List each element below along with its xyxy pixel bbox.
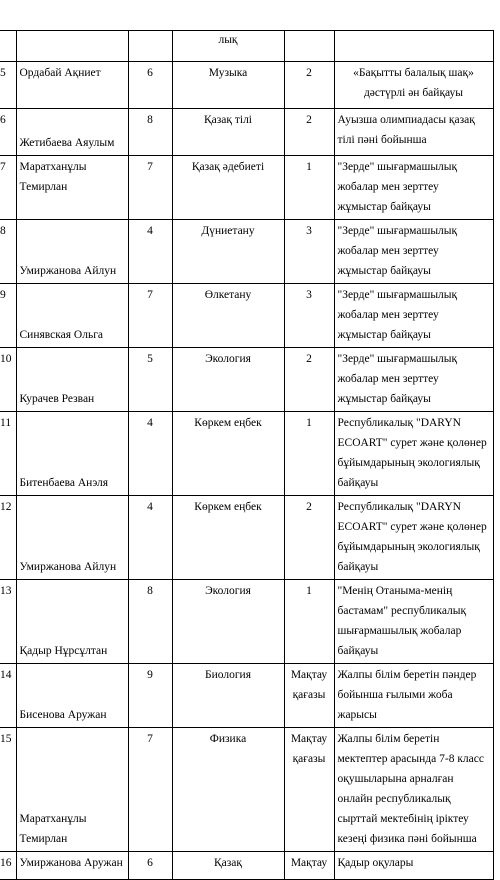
cell-event: "Зерде" шығармашылық жобалар мен зерттеу жұмыстар байқауы (334, 284, 493, 348)
cell-place: 2 (284, 496, 334, 580)
cell-name: Ордабай Ақниет (16, 62, 128, 109)
cell-number: 12 (0, 496, 16, 580)
cell-subject: Экология (172, 348, 284, 412)
cell-place: Мақтау қағазы (284, 728, 334, 852)
cell-place (284, 31, 334, 62)
cell-event: "Зерде" шығармашылық жобалар мен зерттеу жұмыстар байқауы (334, 156, 493, 220)
cell-name: Битенбаева Анэля (16, 412, 128, 496)
cell-subject: Өлкетану (172, 284, 284, 348)
cell-subject: лық (172, 31, 284, 62)
cell-place: 2 (284, 348, 334, 412)
cell-event: Жалпы білім беретін мектептер арасында 7-8 класс оқушыларына арналған онлайн республикалық сырттай мектебінің іріктеу кезеңі физика пәні бойынша (334, 728, 493, 852)
cell-name: Жетибаева Аяулым (16, 109, 128, 156)
cell-subject: Қазақ (172, 852, 284, 880)
cell-subject: Көркем еңбек (172, 412, 284, 496)
cell-number: 7 (0, 156, 16, 220)
table-row (0, 580, 493, 664)
cell-subject: Қазақ тілі (172, 109, 284, 156)
table-row (0, 728, 493, 852)
cell-grade: 6 (128, 852, 172, 880)
cell-event: Республикалық "DARYN ECOART" сурет және қолөнер бұйымдарының экологиялық байқауы (334, 496, 493, 580)
cell-name: Синявская Ольга (16, 284, 128, 348)
cell-name: Умиржанова Аружан (16, 852, 128, 880)
cell-number: 14 (0, 664, 16, 728)
cell-number: 9 (0, 284, 16, 348)
cell-number: 5 (0, 62, 16, 109)
cell-name: Умиржанова Айлун (16, 496, 128, 580)
cell-event: Ауызша олимпиадасы қазақ тілі пәні бойынша (334, 109, 493, 156)
table-row (0, 412, 493, 496)
cell-grade: 7 (128, 284, 172, 348)
table-row (0, 496, 493, 580)
table-row (0, 220, 493, 284)
table-row (0, 852, 493, 880)
cell-grade: 4 (128, 220, 172, 284)
cell-name: Курачев Резван (16, 348, 128, 412)
cell-subject: Биология (172, 664, 284, 728)
cell-event: "Менің Отаныма-менің бастамам" республикалық шығармашылық жобалар байқауы (334, 580, 493, 664)
cell-grade (128, 31, 172, 62)
cell-name (16, 31, 128, 62)
cell-grade: 6 (128, 62, 172, 109)
cell-grade: 8 (128, 109, 172, 156)
cell-place: 2 (284, 62, 334, 109)
cell-subject: Қазақ әдебиеті (172, 156, 284, 220)
cell-grade: 4 (128, 412, 172, 496)
cell-grade: 4 (128, 496, 172, 580)
cell-place: Мақтау (284, 852, 334, 880)
cell-number: 10 (0, 348, 16, 412)
cell-number: 16 (0, 852, 16, 880)
cell-place: 3 (284, 220, 334, 284)
cell-place: Мақтау қағазы (284, 664, 334, 728)
cell-event: "Зерде" шығармашылық жобалар мен зерттеу жұмыстар байқауы (334, 348, 493, 412)
cell-number: 8 (0, 220, 16, 284)
cell-event: «Бақытты балалық шақ» дәстүрлі ән байқауы (334, 62, 493, 109)
cell-grade: 7 (128, 728, 172, 852)
cell-subject: Физика (172, 728, 284, 852)
cell-name: Маратханұлы Темирлан (16, 728, 128, 852)
cell-subject: Көркем еңбек (172, 496, 284, 580)
cell-name: Бисенова Аружан (16, 664, 128, 728)
cell-event: Республикалық "DARYN ECOART" сурет және қолөнер бұйымдарының экологиялық байқауы (334, 412, 493, 496)
cell-name: Умиржанова Айлун (16, 220, 128, 284)
cell-event: Қадыр оқулары (334, 852, 493, 880)
cell-grade: 7 (128, 156, 172, 220)
cell-event: "Зерде" шығармашылық жобалар мен зерттеу жұмыстар байқауы (334, 220, 493, 284)
table-row (0, 664, 493, 728)
cell-name: Қадыр Нұрсұлтан (16, 580, 128, 664)
cell-number: 15 (0, 728, 16, 852)
table-row (0, 31, 493, 62)
table-row (0, 284, 493, 348)
cell-subject: Дүниетану (172, 220, 284, 284)
cell-place: 1 (284, 580, 334, 664)
cell-name: Маратханұлы Темирлан (16, 156, 128, 220)
cell-place: 1 (284, 412, 334, 496)
table-row (0, 62, 493, 109)
cell-place: 2 (284, 109, 334, 156)
cell-number: 13 (0, 580, 16, 664)
cell-subject: Экология (172, 580, 284, 664)
cell-grade: 9 (128, 664, 172, 728)
cell-number: 11 (0, 412, 16, 496)
awards-table (0, 30, 494, 880)
cell-place: 1 (284, 156, 334, 220)
cell-subject: Музыка (172, 62, 284, 109)
cell-grade: 5 (128, 348, 172, 412)
table-row (0, 109, 493, 156)
cell-number (0, 31, 16, 62)
cell-event: Жалпы білім беретін пәндер бойынша ғылыми жоба жарысы (334, 664, 493, 728)
cell-grade: 8 (128, 580, 172, 664)
cell-number: 6 (0, 109, 16, 156)
table-row (0, 156, 493, 220)
table-row (0, 348, 493, 412)
cell-place: 3 (284, 284, 334, 348)
cell-event (334, 31, 493, 62)
